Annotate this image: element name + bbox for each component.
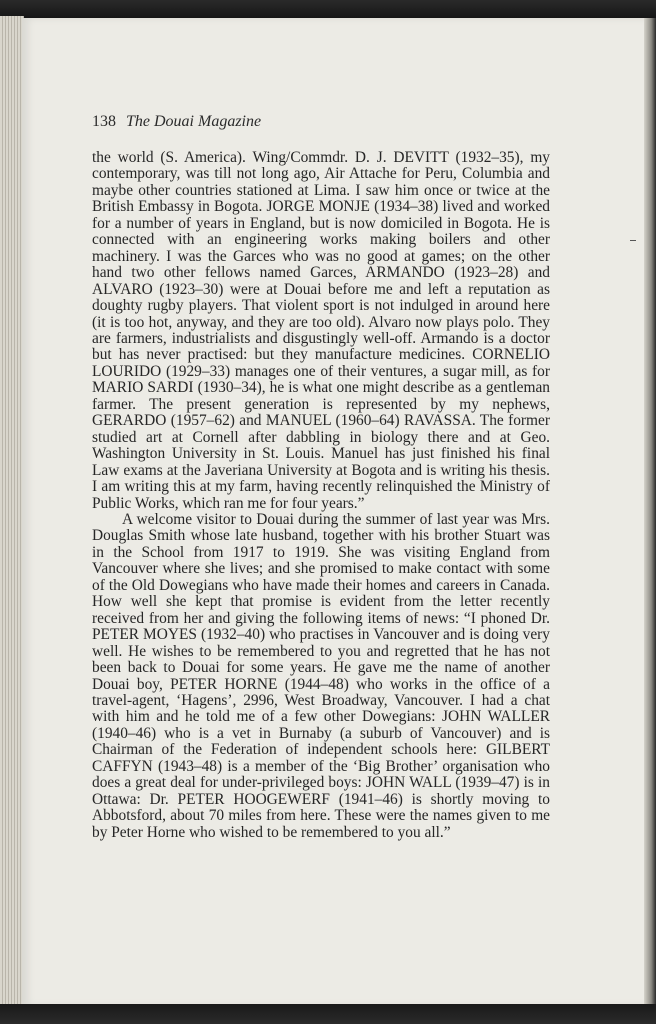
- journal-title: The Douai Magazine: [126, 113, 262, 130]
- margin-mark: [630, 240, 636, 241]
- running-header: [92, 113, 261, 131]
- scanner-bottom-edge: [0, 1004, 656, 1024]
- page-number: 138: [92, 113, 116, 130]
- article-body: [92, 150, 550, 841]
- paragraph-vancouver-letter: A welcome visitor to Douai during the summer of last year was Mrs. Douglas Smith whose late husband, together with his brother Stuart was in the School from 1917 to 1919. She was visiting England from Vancouver where she lives; and she promised to make contact with some of the Old Dowegians who have made their homes and careers in Canada. How well she kept that promise is evident from the letter recently received from her and giving the following items of news: “I phoned Dr. PETER MOYES (1932–40) who practises in Vancouver and is doing very well. He wishes to be remembered to you and regretted that he has not been back to Douai for some years. He gave me the name of another Douai boy, PETER HORNE (1944–48) who works in the office of a travel-agent, ‘Hagens’, 2996, West Broadway, Vancouver. I had a chat with him and he told me of a few other Dowegians: JOHN WALLER (1940–46) who is a vet in Burnaby (a suburb of Vancouver) and is Chairman of the Federation of independent schools here: GILBERT CAFFYN (1943–48) is a member of the ‘Big Brother’ organisation who does a great deal for under-privileged boys: JOHN WALL (1939–47) is in Ottawa: Dr. PETER HOOGEWERF (1941–46) is shortly moving to Abbotsford, about 70 miles from here. These were the names given to me by Peter Horne who wished to be remembered to you all.”: [92, 510, 550, 841]
- page-stack-edge: [0, 16, 24, 1006]
- paragraph-colombia-letter: the world (S. America). Wing/Commdr. D. J. DEVITT (1932–35), my contemporary, was till not long ago, Air Attache for Peru, Columbia and maybe other countries stationed at Lima. I saw him once or twice at the British Embassy in Bogota. JORGE MONJE (1934–38) lived and worked for a number of years in England, but is now domiciled in Bogota. He is connected with an engineering works making boilers and other machinery. I was the Garces who was no good at games; on the other hand two other fellows named Garces, ARMANDO (1923–28) and ALVARO (1923–30) were at Douai before me and left a reputation as doughty rugby players. That violent sport is not indulged in around here (it is too hot, anyway, and they are too old). Alvaro now plays polo. They are farmers, industrialists and disgustingly well-off. Armando is a doctor but has never practised: but they manufacture medicines. CORNELIO LOURIDO (1929–33) manages one of their ventures, a sugar mill, as for MARIO SARDI (1930–34), he is what one might describe as a gentleman farmer. The present generation is represented by my nephews, GERARDO (1957–62) and MANUEL (1960–64) RAVASSA. The former studied art at Cornell after dabbling in biology there and at Geo. Washington University in St. Louis. Manuel has just finished his final Law exams at the Javeriana University at Bogota and is writing his thesis. I am writing this at my farm, having recently relinquished the Ministry of Public Works, which ran me for four years.”: [92, 149, 550, 512]
- scanner-top-edge: [0, 0, 656, 18]
- book-spine-shadow: [644, 18, 656, 1006]
